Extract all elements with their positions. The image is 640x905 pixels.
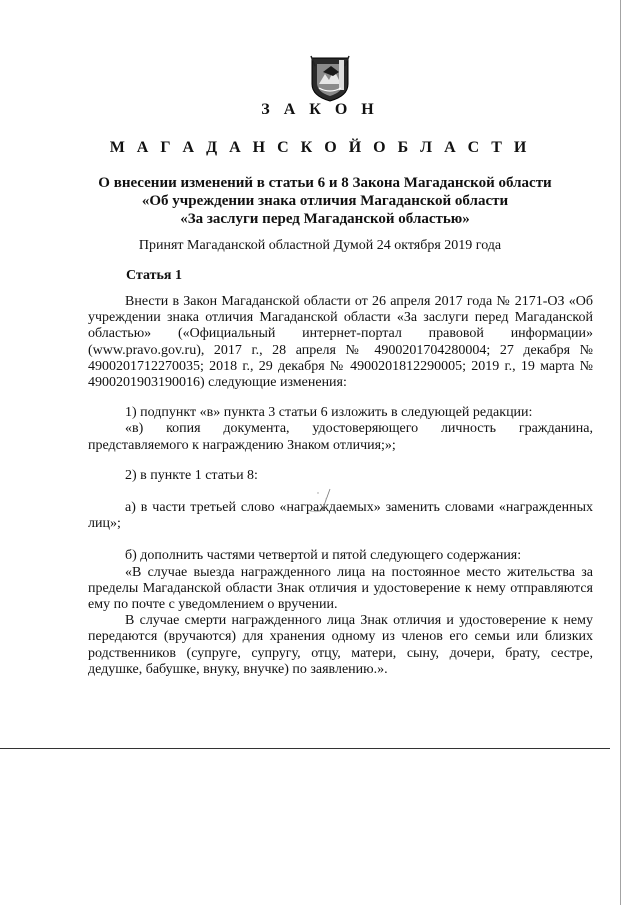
quote-paragraph-1: «В случае выезда награжденного лица на постоянное место жительства за пределы Магаданской области Знак отличия и удостоверение к нему отправляются ему по почте с уведомлением о вручении.: [88, 564, 593, 613]
intro-paragraph: Внести в Закон Магаданской области от 26 апреля 2017 года № 2171-ОЗ «Об учреждении знака отличия Магаданской области «За заслуги перед Магаданской областью» («Официальный интернет-портал правовой информации» (www.pravo.gov.ru), 2017 г., 28 апреля № 4900201704280004; 27 декабря № 4900201712270035; 2018 г., 29 декабря № 4900201812290005; 2019 г., 19 марта № 4900201903190016) следующие изменения:: [88, 294, 593, 391]
item-1-text-paragraph: «в) копия документа, удостоверяющего личность гражданина, представляемого к награждению Знаком отличия;»;: [88, 421, 593, 453]
document-type-heading: З А К О Н: [261, 101, 379, 118]
subtitle-line: «За заслуги перед Магаданской областью»: [180, 211, 470, 227]
scan-edge: [620, 0, 621, 905]
quote-paragraph-2: В случае смерти награжденного лица Знак отличия и удостоверение к нему передаются (вручаются) для хранения одному из членов его семьи или близких родственников (супруге, супругу, отцу, матери, сыну, дочери, брату, сестре, дедушке, бабушке, внуку, внучке) по заявлению.».: [88, 613, 593, 677]
subtitle-line: «Об учреждении знака отличия Магаданской области: [141, 193, 509, 209]
law-subtitle: [60, 174, 590, 228]
region-heading: М А Г А Д А Н С К О Й О Б Л А С Т И: [109, 139, 531, 156]
coat-of-arms-icon: [309, 54, 351, 102]
page-divider-line: [0, 748, 610, 749]
item-1-paragraph: 1) подпункт «в» пункта 3 статьи 6 изложить в следующей редакции:: [125, 405, 533, 421]
item-2-paragraph: 2) в пункте 1 статьи 8:: [125, 467, 258, 483]
item-2b-paragraph: б) дополнить частями четвертой и пятой следующего содержания:: [125, 548, 522, 564]
article-heading: Статья 1: [126, 268, 182, 283]
scan-artifact-icon: [306, 487, 336, 515]
article-body: [88, 294, 593, 678]
subtitle-line: О внесении изменений в статьи 6 и 8 Закона Магаданской области: [98, 175, 552, 191]
item-2a-paragraph: а) в части третьей слово «награждаемых» заменить словами «награжденных лиц»;: [88, 500, 593, 532]
adoption-line: Принят Магаданской областной Думой 24 октября 2019 года: [138, 238, 502, 253]
